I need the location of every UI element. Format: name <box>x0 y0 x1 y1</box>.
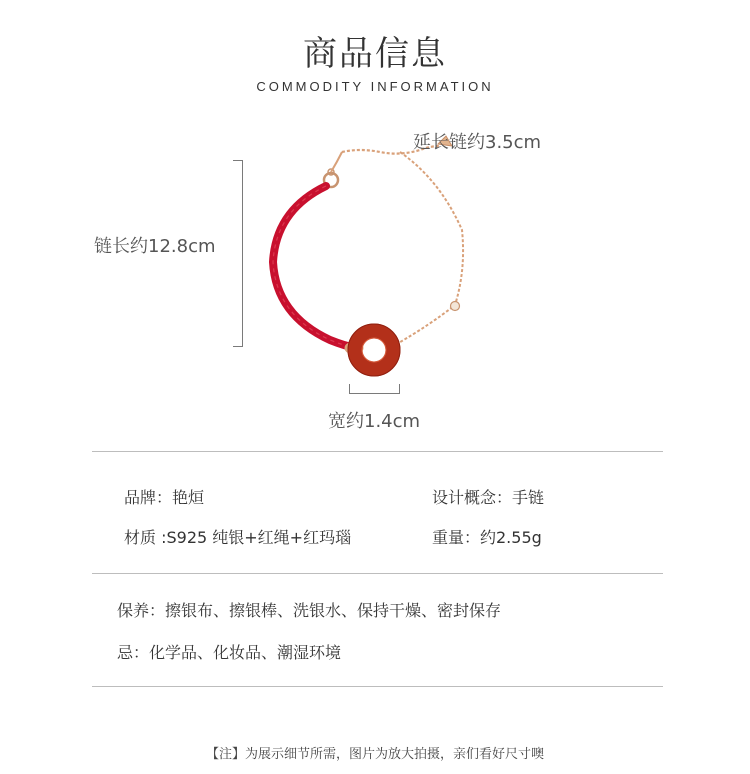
material-info: 材质 :S925 纯银+红绳+红玛瑙 <box>124 528 352 547</box>
width-guide-line <box>349 393 400 394</box>
width-label: 宽约1.4cm <box>328 411 421 432</box>
page-subtitle: COMMODITY INFORMATION <box>256 79 494 94</box>
chain-length-label: 链长约12.8cm <box>94 236 216 257</box>
footer-note: 【注】为展示细节所需，图片为放大拍摄，亲们看好尺寸噢 <box>205 747 544 762</box>
avoid-instructions: 忌：化学品、化妆品、潮湿环境 <box>117 643 342 662</box>
red-cord <box>273 186 356 348</box>
weight-info: 重量：约2.55g <box>432 528 542 547</box>
extension-length-label: 延长链约3.5cm <box>413 132 542 153</box>
width-guide-right <box>399 384 400 394</box>
divider <box>92 686 663 687</box>
page-title: 商品信息 <box>303 34 447 74</box>
brand-info: 品牌：艳烜 <box>124 488 205 507</box>
length-guide-bottom <box>233 346 243 347</box>
care-instructions: 保养：擦银布、擦银棒、洗银水、保持干燥、密封保存 <box>117 601 502 620</box>
design-concept-info: 设计概念：手链 <box>432 488 545 507</box>
width-guide-left <box>349 384 350 394</box>
length-guide-top <box>233 160 243 161</box>
length-guide-line <box>242 160 243 347</box>
divider <box>92 451 663 452</box>
agate-ring <box>355 331 393 369</box>
bracelet-illustration <box>0 110 750 410</box>
divider <box>92 573 663 574</box>
rose-gold-chain <box>395 152 463 345</box>
clasp <box>324 152 342 187</box>
